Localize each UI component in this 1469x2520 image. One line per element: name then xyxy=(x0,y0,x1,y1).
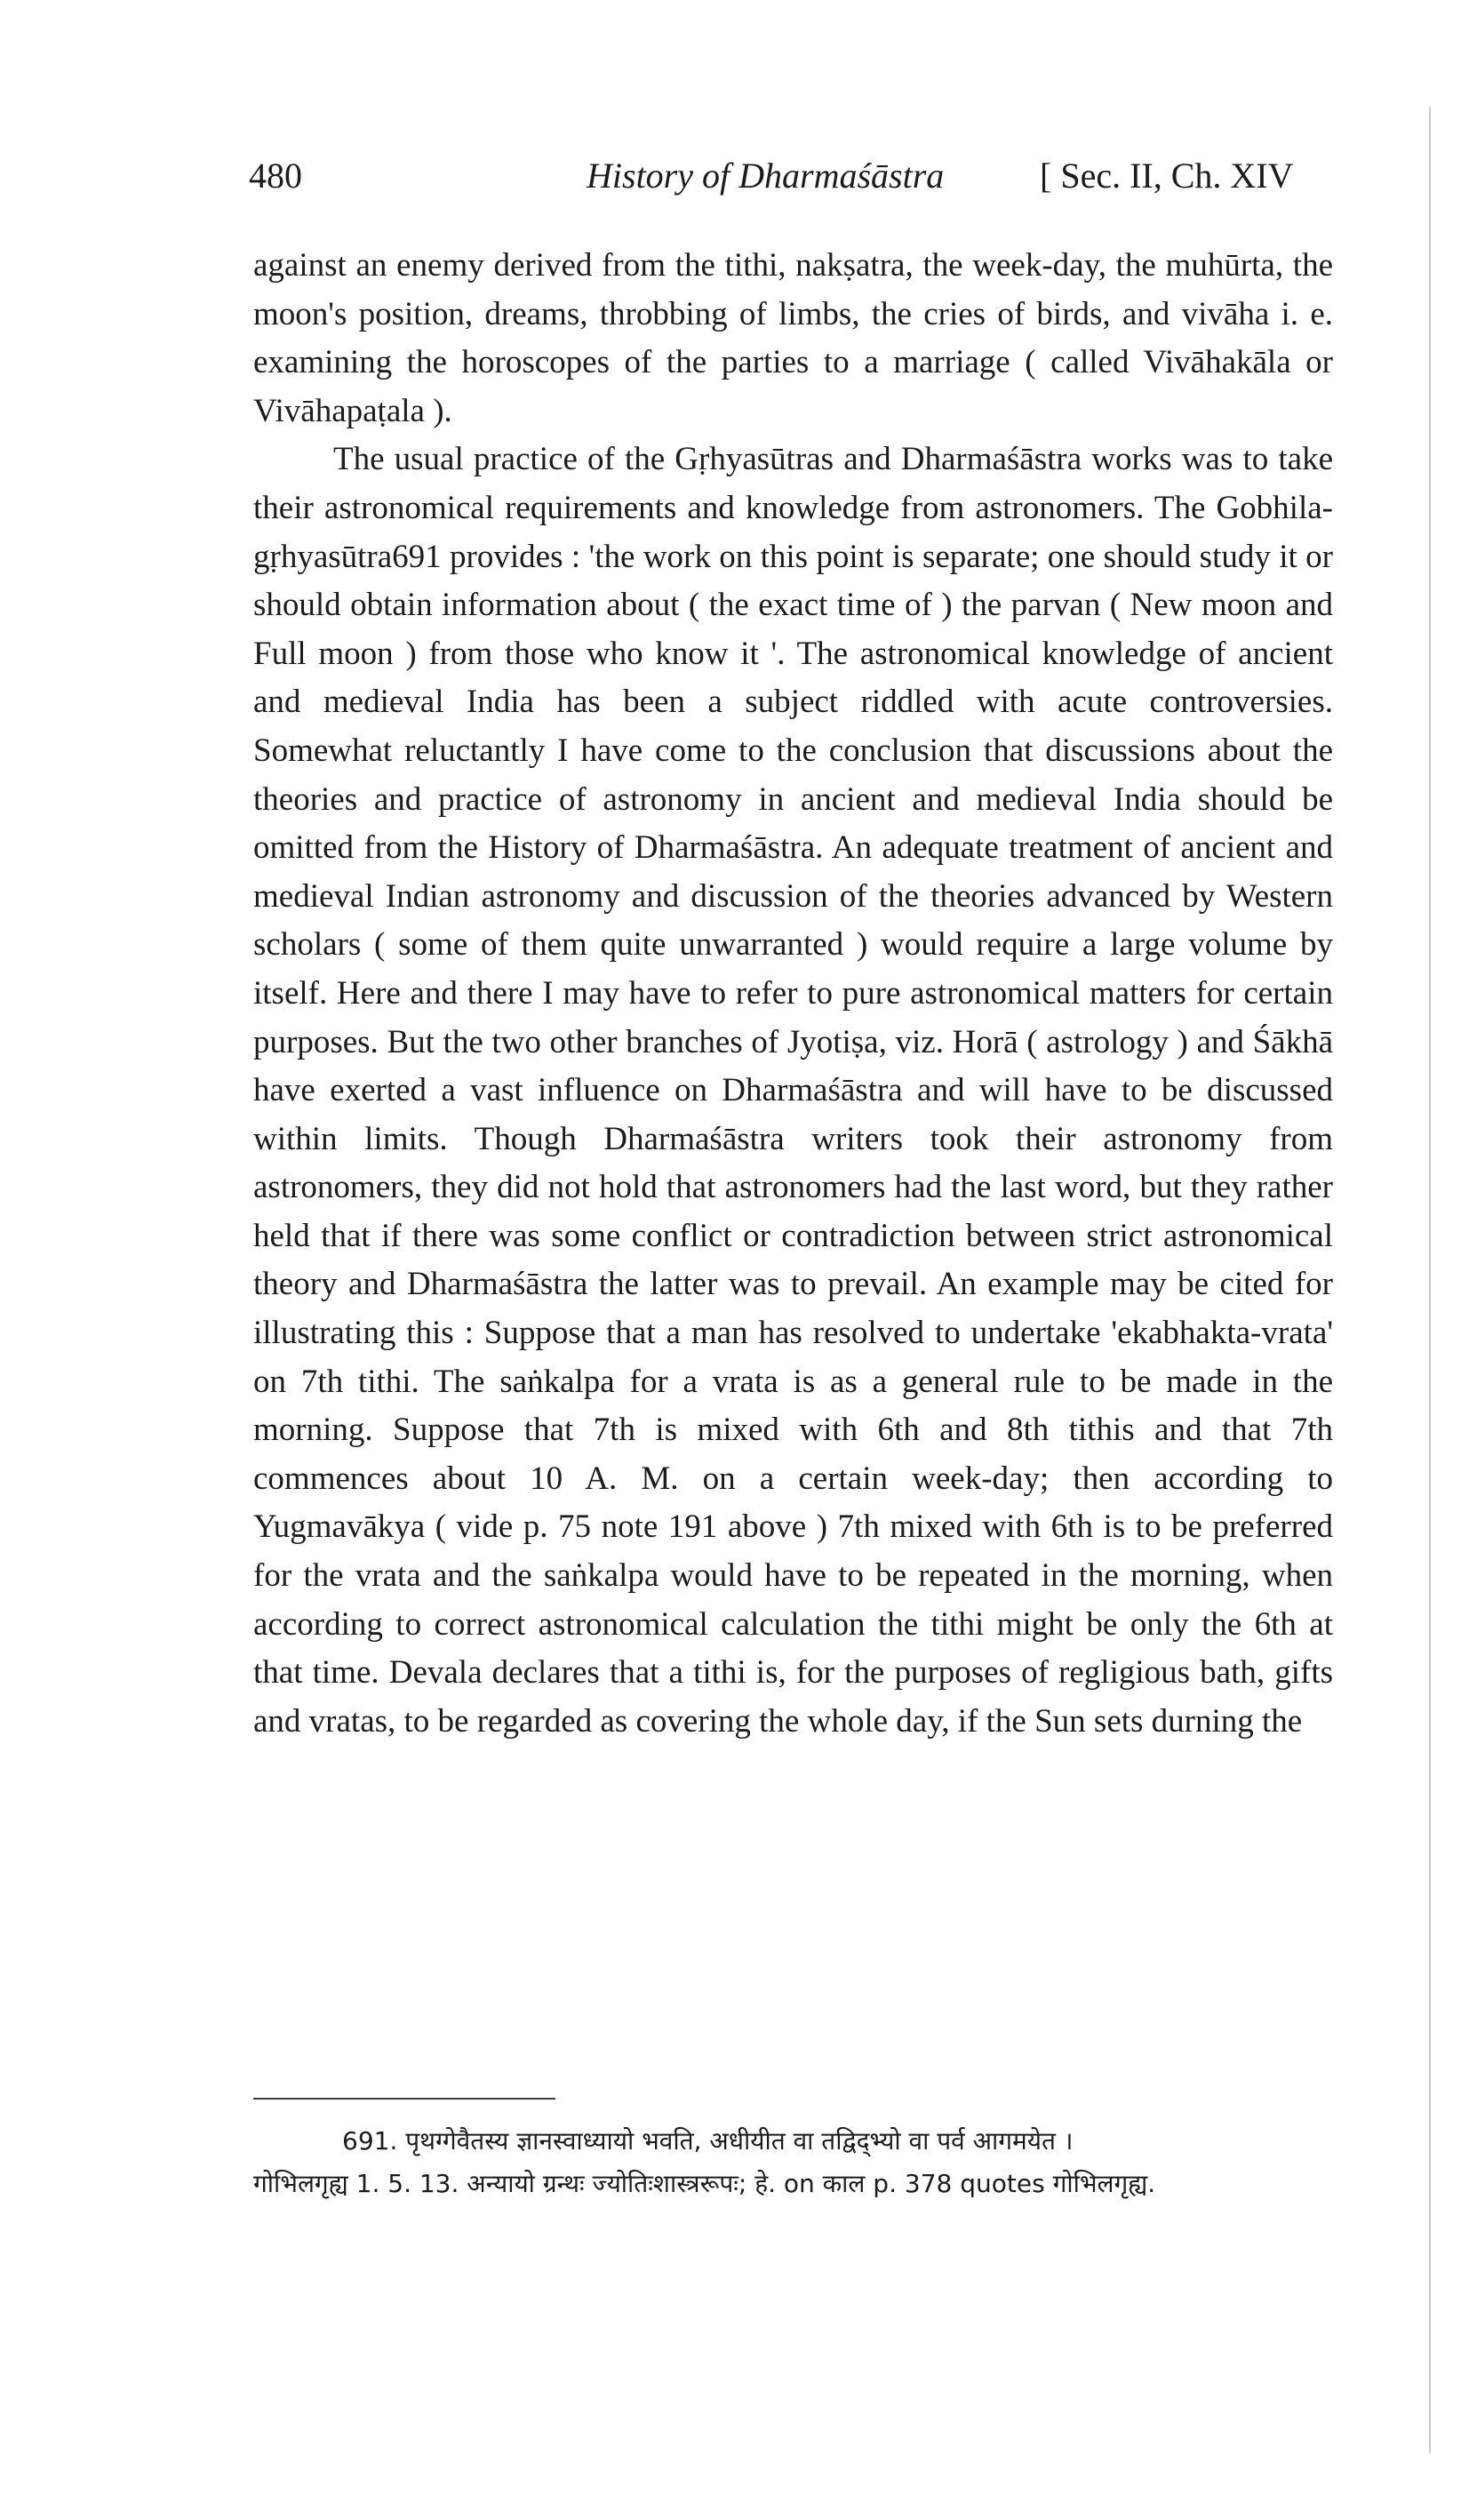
paragraph-1: against an enemy derived from the tithi, nakṣatra, the week-day, the muhūrta, the moon's position, dreams, throbbing of limbs, the cries of birds, and vivāha i. e. examining the horoscopes of the parties to a marriage ( called Vivāhakāla or Vivāhapaṭala ). xyxy=(253,247,1333,429)
page-edge-line xyxy=(1429,107,1431,2453)
running-header xyxy=(249,149,1337,203)
main-text xyxy=(253,242,1333,1746)
footnote-line-2: गोभिलगृह्य 1. 5. 13. अन्यायो ग्रन्थः ज्योतिःशास्त्ररूपः; हे. on काल p. 378 quotes गोभिलगृह्य. xyxy=(253,2169,1156,2198)
paragraph-2: The usual practice of the Gṛhyasūtras and Dharmaśāstra works was to take their astronomical requirements and knowledge from astronomers. The Gobhila-gṛhyasūtra691 provides : 'the work on this point is separate; one should study it or should obtain information about ( the exact time of ) the parvan ( New moon and Full moon ) from those who know it '. The astronomical knowledge of ancient and medieval India has been a subject riddled with acute controversies. Somewhat reluctantly I have come to the conclusion that discussions about the theories and practice of astronomy in ancient and medieval India should be omitted from the History of Dharmaśāstra. An adequate treatment of ancient and medieval Indian astronomy and discussion of the theories advanced by Western scholars ( some of them quite unwarranted ) would require a large volume by itself. Here and there I may have to refer to pure astronomical matters for certain purposes. But the two other branches of Jyotiṣa, viz. Horā ( astrology ) and Śākhā have exerted a vast influence on Dharmaśāstra and will have to be discussed within limits. Though Dharmaśāstra writers took their astronomy from astronomers, they did not hold that astronomers had the last word, but they rather held that if there was some conflict or contradiction between strict astronomical theory and Dharmaśāstra the latter was to prevail. An example may be cited for illustrating this : Suppose that a man has resolved to undertake 'ekabhakta-vrata' on 7th tithi. The saṅkalpa for a vrata is as a general rule to be made in the morning. Suppose that 7th is mixed with 6th and 8th tithis and that 7th commences about 10 A. M. on a certain week-day; then according to Yugmavākya ( vide p. 75 note 191 above ) 7th mixed with 6th is to be preferred for the vrata and the saṅkalpa would have to be repeated in the morning, when according to correct astronomical calculation the tithi might be only the 6th at that time. Devala declares that a tithi is, for the purposes of regligious bath, gifts and vratas, to be regarded as covering the whole day, if the Sun sets durning the xyxy=(253,441,1333,1740)
page-number: 480 xyxy=(249,156,302,196)
footnote-line-1: 691. पृथग्गेवैतस्य ज्ञानस्वाध्यायो भवति, अधीयीत वा तद्विद्भ्यो वा पर्व आगमयेत । xyxy=(342,2126,1074,2156)
section-reference: [ Sec. II, Ch. XIV xyxy=(1040,156,1294,196)
footnote-divider xyxy=(253,2098,555,2100)
running-title: History of Dharmaśāstra xyxy=(587,156,945,196)
footnote-691 xyxy=(253,2120,1333,2205)
